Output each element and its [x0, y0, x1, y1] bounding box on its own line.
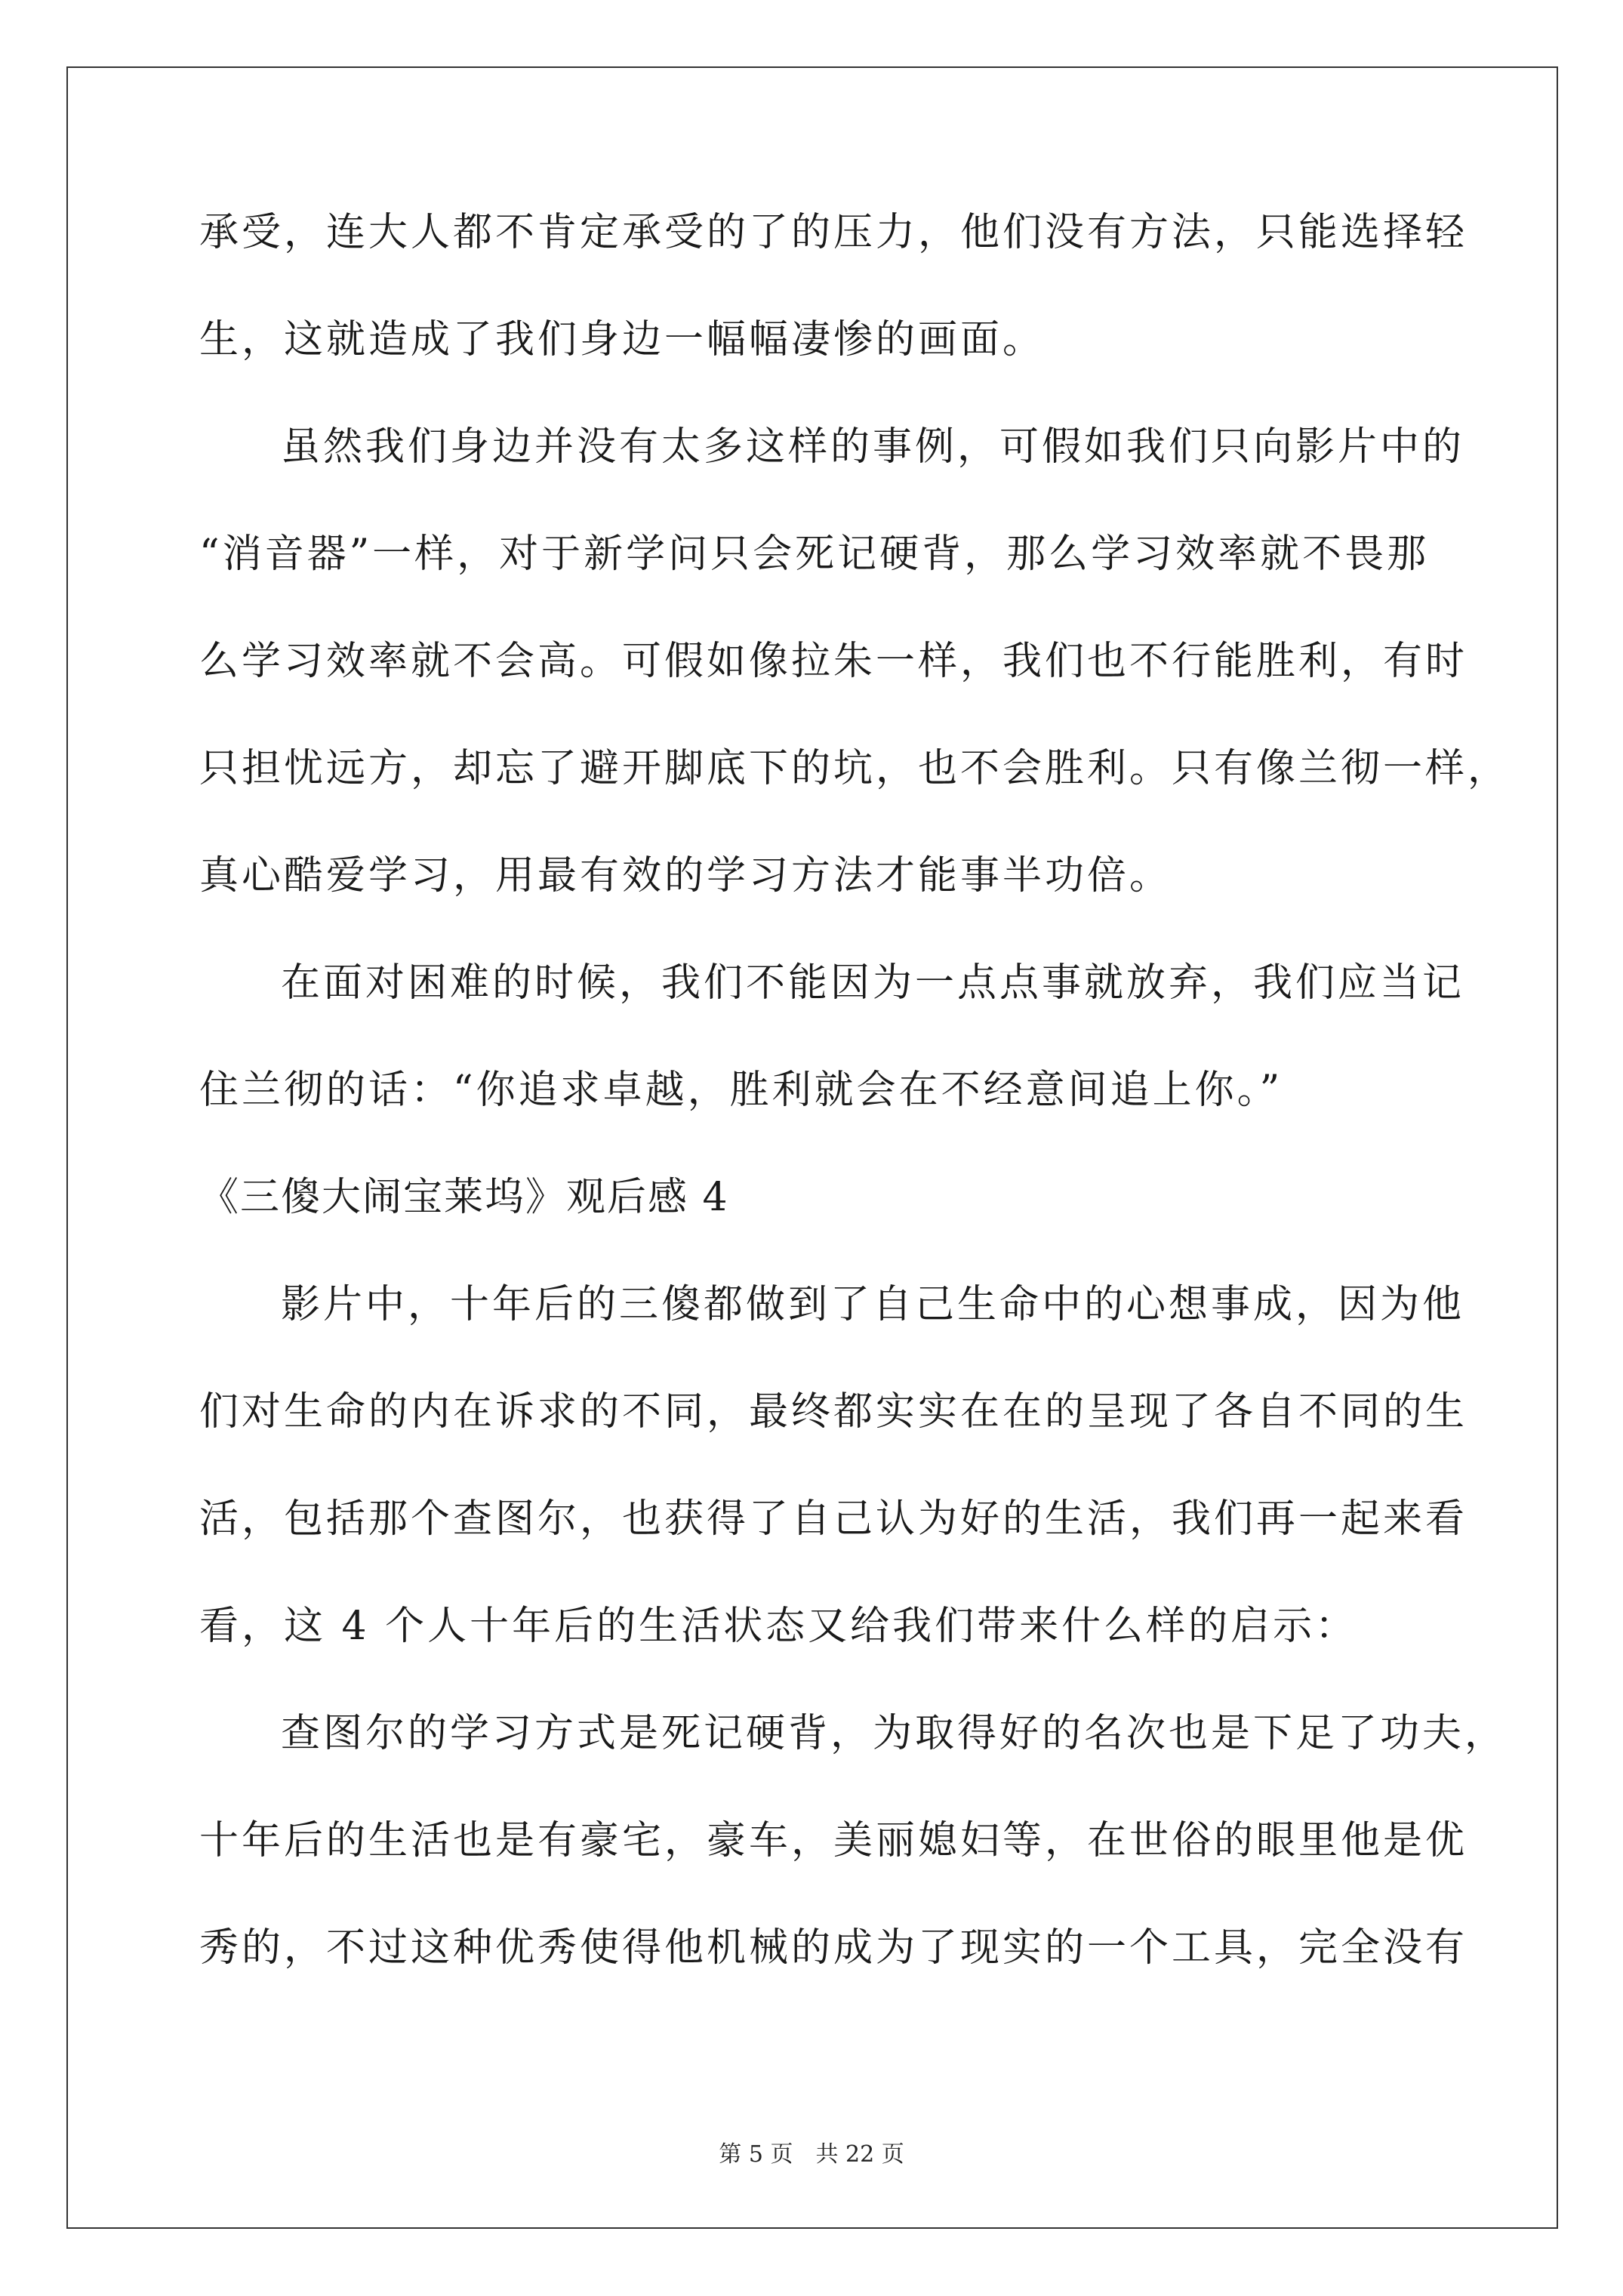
text-line: 生，这就造成了我们身边一幅幅凄惨的画面。 [199, 317, 1046, 362]
text-line: 承受，连大人都不肯定承受的了的压力，他们没有方法，只能选择轻 [199, 210, 1468, 255]
text-line: “消音器”一样，对于新学问只会死记硬背，那么学习效率就不畏那 [199, 532, 1430, 577]
text-line: 么学习效率就不会高。可假如像拉朱一样，我们也不行能胜利，有时 [199, 639, 1468, 684]
text-line: 秀的，不过这种优秀使得他机械的成为了现实的一个工具，完全没有 [199, 1925, 1468, 1971]
text-line: 只担忧远方，却忘了避开脚底下的坑，也不会胜利。只有像兰彻一样， [199, 746, 1511, 791]
text-line: 十年后的生活也是有豪宅，豪车，美丽媳妇等，在世俗的眼里他是优 [199, 1818, 1468, 1863]
document-body [199, 210, 1511, 2036]
text-line: 真心酷爱学习，用最有效的学习方法才能事半功倍。 [199, 853, 1172, 898]
section-heading: 《三傻大闹宝莱坞》观后感 4 [199, 1175, 729, 1220]
text-line: 活，包括那个查图尔，也获得了自己认为好的生活，我们再一起来看 [199, 1496, 1468, 1542]
text-line: 看，这 4 个人十年后的生活状态又给我们带来什么样的启示： [199, 1604, 1358, 1649]
page-number-footer: 第 5 页 共 22 页 [719, 2141, 904, 2168]
paragraph-start-line: 在面对困难的时候，我们不能因为一点点事就放弃，我们应当记 [281, 960, 1465, 1006]
paragraph-start-line: 查图尔的学习方式是死记硬背，为取得好的名次也是下足了功夫， [281, 1711, 1508, 1756]
text-line: 们对生命的内在诉求的不同，最终都实实在在的呈现了各自不同的生 [199, 1389, 1468, 1435]
paragraph-start-line: 虽然我们身边并没有太多这样的事例，可假如我们只向影片中的 [281, 424, 1465, 470]
paragraph-start-line: 影片中，十年后的三傻都做到了自己生命中的心想事成，因为他 [281, 1282, 1465, 1327]
text-line: 住兰彻的话：“你追求卓越，胜利就会在不经意间追上你。” [199, 1068, 1283, 1113]
